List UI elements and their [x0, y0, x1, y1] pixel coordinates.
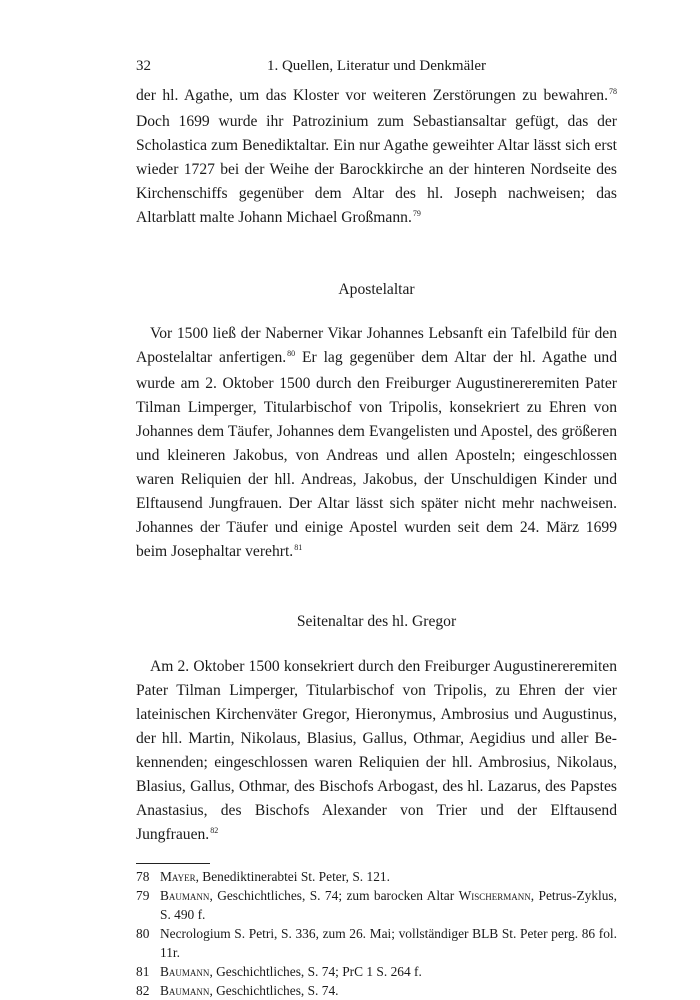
footnote-text: , Geschichtliches, S. 74; zum barocken Altar [209, 888, 459, 904]
gregor-text: Am 2. Oktober 1500 konsekriert durch den Freiburger Augustinereremiten Pater Tilman Limperger, Titularbischof von Tripolis, zu Ehren der vier lateinischen Kirchenväter Gregor, Hieronymus, Ambrosius und Augustinus, der hll. Martin, Nikolaus, Blasius, Gallus, Othmar, Aegidius und aller Bekennenden; eingeschlossen waren Reliquien der hll. Ambrosius, Nikolaus, Blasius, Gallus, Othmar, des Bischofs Arbogast, des hl. Lazarus, des Papstes Anastasius, des Bischofs Alexander von Trier und der Elftausend Jungfrauen. [136, 657, 617, 844]
section-heading-apostelaltar: Apostelaltar [338, 280, 415, 298]
book-page [136, 58, 617, 1000]
footnote-ref-81[interactable]: 81 [294, 543, 303, 553]
apostelaltar-paragraph [136, 322, 617, 567]
footnote-author: Baumann [160, 964, 210, 980]
footnote-text: Necrologium S. Petri, S. 336, zum 26. Mai; vollständiger BLB St. Peter perg. 86 fol. 11r. [160, 926, 617, 961]
intro-paragraph [136, 84, 617, 233]
footnote-author: Mayer [160, 869, 196, 885]
footnote-ref-79[interactable]: 79 [412, 209, 421, 219]
footnote-number: 80 [136, 926, 150, 942]
footnote-ref-82[interactable]: 82 [210, 826, 219, 836]
page-number: 32 [136, 58, 151, 74]
footnote-number: 82 [136, 983, 150, 999]
footnote-text-2: , Petrus-Zyklus, S. 490 f. [160, 888, 617, 923]
intro-text: der hl. Agathe, um das Kloster vor weiteren Zerstörungen zu bewahren. [136, 87, 608, 104]
footnote-80 [136, 924, 617, 962]
footnote-78 [136, 867, 617, 886]
footnote-ref-80[interactable]: 80 [287, 348, 296, 358]
section-heading-gregor: Seitenaltar des hl. Gregor [296, 612, 457, 630]
footnote-text: , Geschichtliches, S. 74; PrC 1 S. 264 f. [209, 964, 422, 980]
intro-text-continued: Doch 1699 wurde ihr Patrozinium zum Sebastiansaltar gefügt, das der Scholastica zum Benediktaltar. Ein nur Agathe geweihter Altar lässt sich erst wieder 1727 bei der Weihe der Barockkirche an der hinteren Nordseite des Kirchenschiffs gegenüber dem Altar des hl. Joseph nachweisen; das Altarblatt malte Johann Michael Großmann. [136, 113, 617, 227]
apostelaltar-text: Vor 1500 ließ der Naberner Vikar Johannes Lebsanft ein Tafelbild für den Apostelaltar anfertigen. [136, 324, 617, 366]
footnotes [136, 867, 617, 1000]
apostelaltar-text-continued: Er lag gegenüber dem Altar der hl. Agathe und wurde am 2. Oktober 1500 durch den Freiburger Augustinereremiten Pater Tilman Limperger, Titularbischof von Tripolis, konsekriert zu Ehren von Johannes dem Täufer, Johannes dem Evangelisten und Apostel, des größeren und kleineren Jakobus, von Andreas und allen Aposteln; eingeschlossen waren Reliquien der hll. Andreas, Jakobus, der Unschuldigen Kinder und Elftausend Jungfrauen. Der Altar lässt sich später nicht mehr nachweisen. Johannes der Täufer und einige Apostel wurden seit dem 24. März 1699 beim Josephaltar verehrt. [136, 348, 618, 561]
footnote-author: Baumann [160, 888, 210, 904]
footnote-separator [136, 863, 210, 864]
footnote-ref-78[interactable]: 78 [609, 87, 617, 96]
running-head [136, 58, 617, 84]
footnote-text: , Benediktinerabtei St. Peter, S. 121. [195, 869, 390, 885]
footnote-number: 78 [136, 869, 150, 885]
footnote-number: 79 [136, 888, 150, 904]
footnote-number: 81 [136, 964, 150, 980]
footnote-82 [136, 981, 617, 1000]
footnote-author-2: Wischermann [458, 888, 531, 904]
footnote-author: Baumann [160, 983, 210, 999]
footnote-text: , Geschichtliches, S. 74. [209, 983, 339, 999]
footnote-79 [136, 886, 617, 924]
running-title: 1. Quellen, Literatur und Denkmäler [266, 58, 487, 74]
footnote-81 [136, 962, 617, 981]
gregor-paragraph [136, 655, 617, 850]
